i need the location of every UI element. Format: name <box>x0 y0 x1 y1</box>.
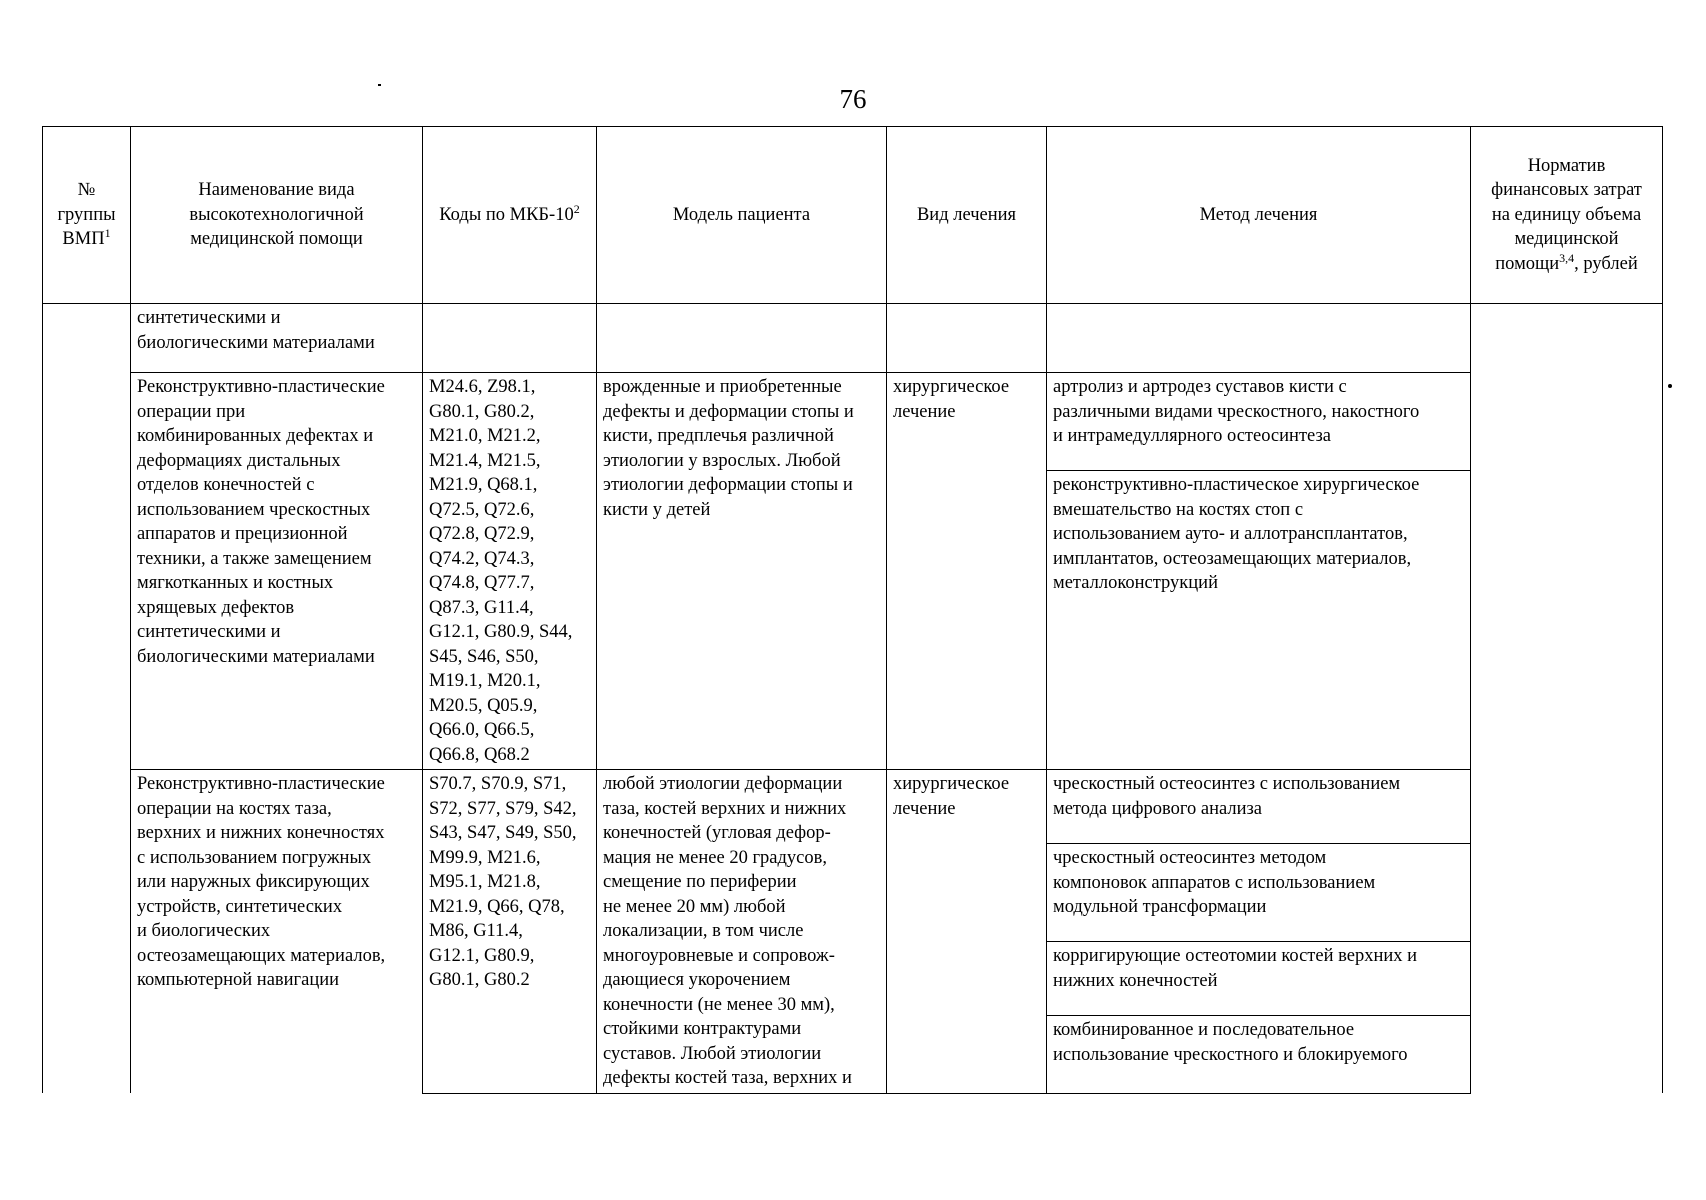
header-row <box>43 127 1663 304</box>
model-cell: любой этиологии деформации таза, костей верхних и нижних конечностей (угловая дефор- мация не менее 20 градусов, смещение по периферии не менее 20 мм) любой локализации, в том числе многоуровневые и сопровож- дающиеся укорочением конечности (не менее 30 мм), стойкими контрактурами суставов. Любой этиологии дефекты костей таза, верхних и <box>597 770 887 1094</box>
method-item: чрескостный остеосинтез с использованием метода цифрового анализа <box>1047 770 1470 844</box>
header-norm: Норматив финансовых затрат на единицу объема медицинской помощи$^{3,4}$, рублей <box>1471 127 1663 304</box>
table-row <box>43 373 1663 770</box>
name-cell: Реконструктивно-пластические операции на костях таза, верхних и нижних конечностях с использованием погружных или наружных фиксирующих устройств, синтетических и биологических остеозамещающих материалов, компьютерной навигации <box>131 770 423 1094</box>
vmp-table <box>42 126 1663 1094</box>
treatment-cell <box>887 304 1047 373</box>
name-cell: Реконструктивно-пластические операции при комбинированных дефектах и деформациях дистальных отделов конечностей с использованием чрескостных аппаратов и прецизионной техники, а также замещением мягкотканных и костных хрящевых дефектов синтетическими и биологическими материалами <box>131 373 423 770</box>
codes-cell <box>423 304 597 373</box>
table-row <box>43 770 1663 1094</box>
scan-mark <box>378 84 381 86</box>
header-name: Наименование вида высокотехнологичной медицинской помощи <box>131 127 423 304</box>
model-cell: врожденные и приобретенные дефекты и деформации стопы и кисти, предплечья различной этиологии у взрослых. Любой этиологии деформации стопы и кисти у детей <box>597 373 887 770</box>
name-cell: синтетическими и биологическими материалами <box>131 304 423 373</box>
header-group: № группы ВМП$^1$ <box>43 127 131 304</box>
header-method: Метод лечения <box>1047 127 1471 304</box>
treatment-cell: хирургическое лечение <box>887 770 1047 1094</box>
method-item: чрескостный остеосинтез методом компоновок аппаратов с использованием модульной трансформации <box>1047 844 1470 942</box>
header-codes: Коды по МКБ-$10^2$ <box>423 127 597 304</box>
scan-dot <box>1668 384 1672 388</box>
method-item: реконструктивно-пластическое хирургическое вмешательство на костях стоп с использованием ауто- и аллотрансплантатов, имплантатов, остеозамещающих материалов, металлоконструкций <box>1053 475 1420 593</box>
page-number: 76 <box>839 84 867 114</box>
codes-cell: M24.6, Z98.1, G80.1, G80.2, M21.0, M21.2, M21.4, M21.5, M21.9, Q68.1, Q72.5, Q72.6, Q72.8, Q72.9, Q74.2, Q74.3, Q74.8, Q77.7, Q87.3, G11.4, G12.1, G80.9, S44, S45, S46, S50, M19.1, M20.1, M20.5, Q05.9, Q66.0, Q66.5, Q66.8, Q68.2 <box>423 373 597 770</box>
method-cell <box>1047 373 1471 770</box>
header-model: Модель пациента <box>597 127 887 304</box>
method-item: комбинированное и последовательное использование чрескостного и блокируемого <box>1053 1020 1408 1065</box>
method-item: корригирующие остеотомии костей верхних и нижних конечностей <box>1047 942 1470 1016</box>
norm-cell <box>1471 304 1663 1094</box>
table-row <box>43 304 1663 373</box>
codes-cell: S70.7, S70.9, S71, S72, S77, S79, S42, S43, S47, S49, S50, M99.9, M21.6, M95.1, M21.8, M21.9, Q66, Q78, M86, G11.4, G12.1, G80.9, G80.1, G80.2 <box>423 770 597 1094</box>
group-number-cell <box>43 304 131 1094</box>
method-cell <box>1047 304 1471 373</box>
method-item: артролиз и артродез суставов кисти с различными видами чрескостного, накостного и интрамедуллярного остеосинтеза <box>1047 373 1470 471</box>
treatment-cell: хирургическое лечение <box>887 373 1047 770</box>
method-cell <box>1047 770 1471 1094</box>
header-treatment: Вид лечения <box>887 127 1047 304</box>
model-cell <box>597 304 887 373</box>
